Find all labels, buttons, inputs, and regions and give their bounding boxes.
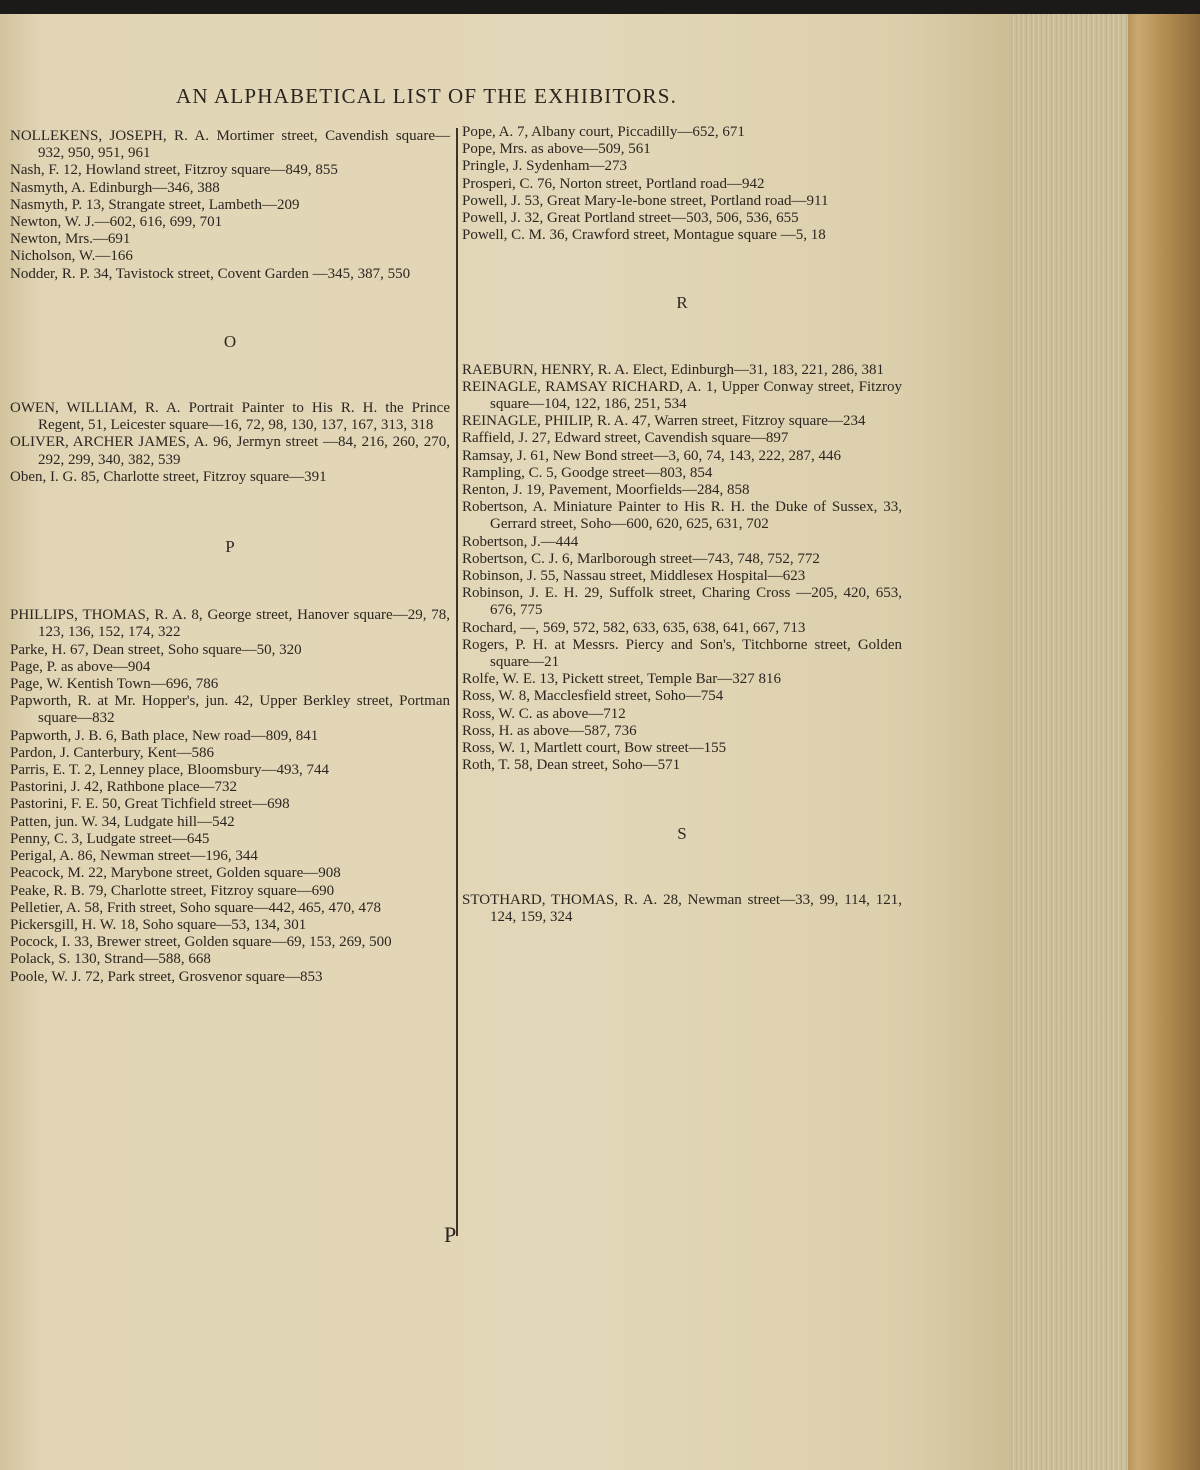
list-entry: Powell, C. M. 36, Crawford street, Montague square —5, 18 (462, 227, 826, 244)
section-letter-o: O (223, 331, 237, 351)
section-letter-s: S (677, 823, 687, 843)
list-entry: Peacock, M. 22, Marybone street, Golden square—908 (10, 865, 341, 882)
list-entry: Powell, J. 32, Great Portland street—503, 506, 536, 655 (462, 210, 799, 227)
list-entry: Newton, Mrs.—691 (10, 231, 131, 248)
list-entry: Prosperi, C. 76, Norton street, Portland road—942 (462, 175, 765, 192)
list-entry: Papworth, J. B. 6, Bath place, New road—809, 841 (10, 727, 319, 744)
column-divider (456, 128, 458, 1236)
list-entry: Perigal, A. 86, Newman street—196, 344 (10, 848, 258, 865)
list-entry: Rochard, —, 569, 572, 582, 633, 635, 638, 641, 667, 713 (462, 619, 806, 636)
list-entry: Penny, C. 3, Ludgate street—645 (10, 830, 210, 847)
list-entry: Rogers, P. H. at Messrs. Piercy and Son's, Titchborne street, Golden square—21 (462, 636, 902, 671)
list-entry: Oben, I. G. 85, Charlotte street, Fitzroy square—391 (10, 468, 327, 485)
list-entry: NOLLEKENS, JOSEPH, R. A. Mortimer street, Cavendish square—932, 950, 951, 961 (10, 128, 450, 162)
page-header: AN ALPHABETICAL LIST OF THE EXHIBITORS. (176, 84, 678, 108)
list-entry: Nicholson, W.—166 (10, 248, 133, 265)
list-entry: Ross, W. 8, Macclesfield street, Soho—754 (462, 688, 724, 705)
list-entry: Pastorini, F. E. 50, Great Tichfield street—698 (10, 796, 290, 813)
list-entry: Powell, J. 53, Great Mary-le-bone street, Portland road—911 (462, 192, 829, 209)
list-entry: REINAGLE, RAMSAY RICHARD, A. 1, Upper Conway street, Fitzroy square—104, 122, 186, 251, 534 (462, 378, 902, 413)
list-entry: Pardon, J. Canterbury, Kent—586 (10, 744, 214, 761)
list-entry: Nash, F. 12, Howland street, Fitzroy square—849, 855 (10, 162, 338, 179)
p-entries (10, 607, 450, 985)
list-entry: RAEBURN, HENRY, R. A. Elect, Edinburgh—31, 183, 221, 286, 381 (462, 361, 884, 378)
list-entry: Raffield, J. 27, Edward street, Cavendish square—897 (462, 430, 789, 447)
page-edges (1010, 0, 1130, 1470)
list-entry: Robinson, J. 55, Nassau street, Middlesex Hospital—623 (462, 568, 806, 585)
list-entry: Nasmyth, P. 13, Strangate street, Lambeth—209 (10, 196, 300, 213)
list-entry: Robertson, J.—444 (462, 533, 579, 550)
list-entry: Pelletier, A. 58, Frith street, Soho square—442, 465, 470, 478 (10, 899, 382, 916)
list-entry: Rampling, C. 5, Goodge street—803, 854 (462, 464, 713, 481)
list-entry: STOTHARD, THOMAS, R. A. 28, Newman street—33, 99, 114, 121, 124, 159, 324 (462, 891, 902, 925)
section-letter-r: R (676, 293, 688, 313)
list-entry: Newton, W. J.—602, 616, 699, 701 (10, 214, 223, 231)
list-entry: Pringle, J. Sydenham—273 (462, 158, 627, 175)
list-entry: PHILLIPS, THOMAS, R. A. 8, George street, Hanover square—29, 78, 123, 136, 152, 174, 322 (10, 607, 450, 641)
list-entry: Ross, H. as above—587, 736 (462, 722, 637, 739)
list-entry: Parris, E. T. 2, Lenney place, Bloomsbury—493, 744 (10, 762, 329, 779)
list-entry: Robinson, J. E. H. 29, Suffolk street, Charing Cross —205, 420, 653, 676, 775 (462, 585, 902, 619)
list-entry: OLIVER, ARCHER JAMES, A. 96, Jermyn street —84, 216, 260, 270, 292, 299, 340, 382, 539 (10, 434, 450, 468)
signature-mark: P (444, 1222, 457, 1247)
list-entry: Pope, Mrs. as above—509, 561 (462, 141, 651, 158)
left-column (10, 128, 450, 986)
r-entries (462, 362, 902, 775)
scan-border (0, 0, 1200, 14)
list-entry: Page, W. Kentish Town—696, 786 (10, 676, 219, 693)
list-entry: Peake, R. B. 79, Charlotte street, Fitzroy square—690 (10, 882, 335, 899)
list-entry: Pocock, I. 33, Brewer street, Golden square—69, 153, 269, 500 (10, 934, 392, 951)
list-entry: Pastorini, J. 42, Rathbone place—732 (10, 779, 238, 796)
right-column (462, 124, 902, 926)
list-entry: Roth, T. 58, Dean street, Soho—571 (462, 757, 681, 774)
list-entry: Rolfe, W. E. 13, Pickett street, Temple Bar—327 816 (462, 671, 782, 688)
list-entry: Parke, H. 67, Dean street, Soho square—50, 320 (10, 641, 302, 658)
o-entries (10, 400, 450, 486)
list-entry: Ramsay, J. 61, New Bond street—3, 60, 74, 143, 222, 287, 446 (462, 447, 841, 464)
list-entry: Nasmyth, A. Edinburgh—346, 388 (10, 179, 220, 196)
list-entry: Nodder, R. P. 34, Tavistock street, Covent Garden —345, 387, 550 (10, 265, 411, 282)
list-entry: Polack, S. 130, Strand—588, 668 (10, 951, 211, 968)
list-entry: Pickersgill, H. W. 18, Soho square—53, 134, 301 (10, 916, 307, 933)
list-entry: Ross, W. 1, Martlett court, Bow street—155 (462, 740, 727, 757)
s-entries (462, 892, 902, 926)
list-entry: Patten, jun. W. 34, Ludgate hill—542 (10, 813, 235, 830)
list-entry: Ross, W. C. as above—712 (462, 705, 626, 722)
list-entry: Papworth, R. at Mr. Hopper's, jun. 42, Upper Berkley street, Portman square—832 (10, 693, 450, 727)
list-entry: Robertson, A. Miniature Painter to His R. H. the Duke of Sussex, 33, Gerrard street, Soho—600, 620, 625, 631, 702 (462, 499, 902, 533)
list-entry: Renton, J. 19, Pavement, Moorfields—284, 858 (462, 482, 750, 499)
book-cover-edge (1128, 0, 1200, 1470)
list-entry: Pope, A. 7, Albany court, Piccadilly—652, 671 (462, 124, 745, 140)
list-entry: REINAGLE, PHILIP, R. A. 47, Warren street, Fitzroy square—234 (462, 413, 866, 430)
p-entries-continued (462, 124, 902, 244)
n-entries (10, 128, 450, 283)
list-entry: Robertson, C. J. 6, Marlborough street—743, 748, 752, 772 (462, 550, 820, 567)
list-entry: Poole, W. J. 72, Park street, Grosvenor square—853 (10, 968, 323, 985)
list-entry: Page, P. as above—904 (10, 658, 151, 675)
section-letter-p: P (225, 537, 235, 557)
list-entry: OWEN, WILLIAM, R. A. Portrait Painter to His R. H. the Prince Regent, 51, Leicester square—16, 72, 98, 130, 137, 167, 313, 318 (10, 400, 450, 434)
